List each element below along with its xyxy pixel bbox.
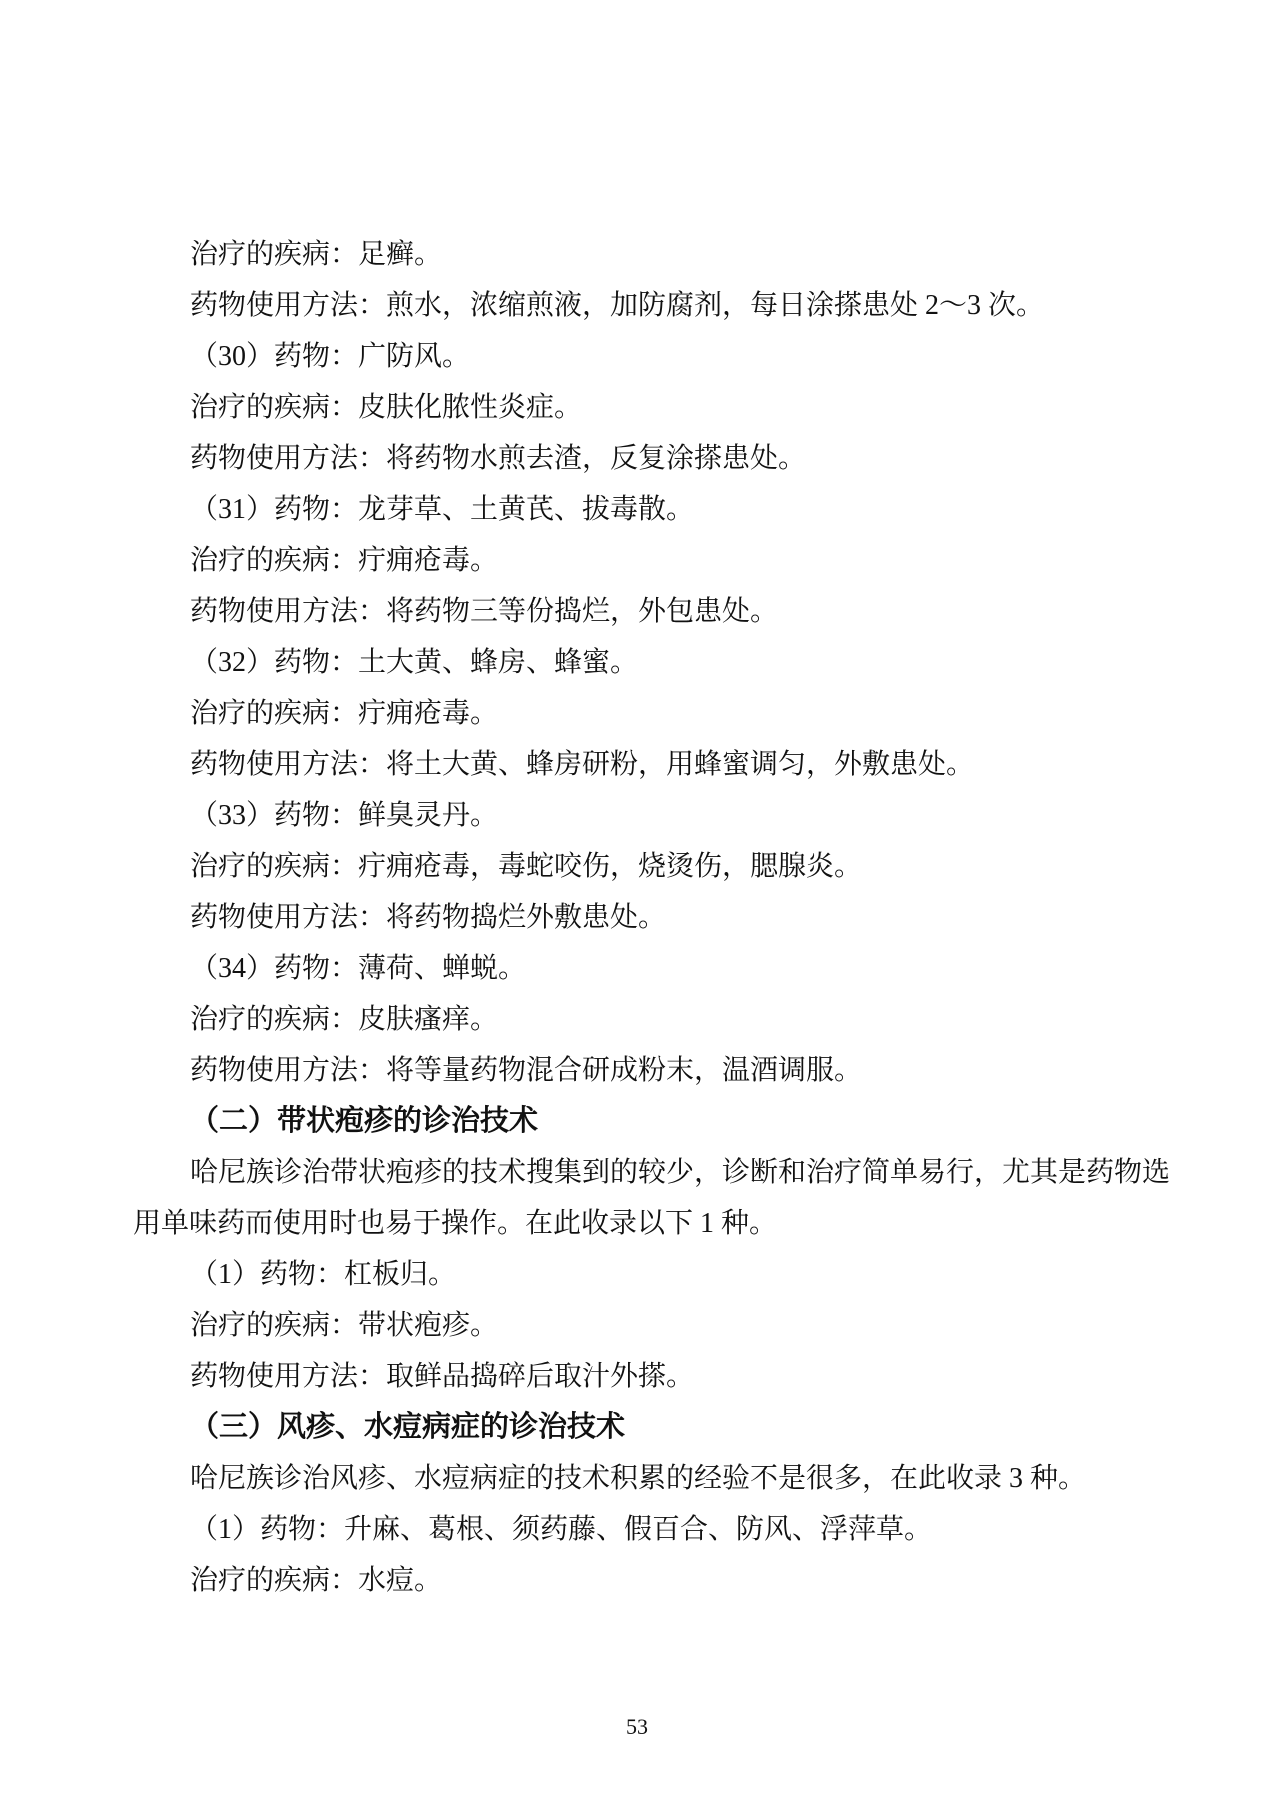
- text-line: （1）药物：杠板归。: [190, 1259, 457, 1290]
- text-line: 药物使用方法：将药物捣烂外敷患处。: [190, 902, 667, 933]
- text-line: 药物使用方法：将药物三等份捣烂，外包患处。: [190, 596, 779, 627]
- text-line: 治疗的疾病：疔痈疮毒。: [190, 545, 499, 576]
- text-line: 用单味药而使用时也易于操作。在此收录以下 1 种。: [133, 1208, 778, 1239]
- text-line: 治疗的疾病：带状疱疹。: [190, 1310, 499, 1341]
- text-line: 治疗的疾病：水痘。: [190, 1565, 443, 1596]
- text-line: （34）药物：薄荷、蝉蜕。: [190, 953, 527, 984]
- page-body-text: [133, 229, 1171, 1606]
- text-line: 药物使用方法：将等量药物混合研成粉末，温酒调服。: [190, 1055, 863, 1086]
- text-line: 药物使用方法：将药物水煎去渣，反复涂搽患处。: [190, 443, 807, 474]
- section-heading-2: （二）带状疱疹的诊治技术: [190, 1105, 539, 1137]
- text-line: 哈尼族诊治风疹、水痘病症的技术积累的经验不是很多，在此收录 3 种。: [190, 1463, 1087, 1494]
- section-heading-3: （三）风疹、水痘病症的诊治技术: [190, 1411, 626, 1443]
- text-line: （32）药物：土大黄、蜂房、蜂蜜。: [190, 647, 639, 678]
- text-line: （30）药物：广防风。: [190, 341, 471, 372]
- text-line: 治疗的疾病：皮肤瘙痒。: [190, 1004, 499, 1035]
- text-line: 治疗的疾病：疔痈疮毒，毒蛇咬伤，烧烫伤，腮腺炎。: [190, 851, 863, 882]
- text-line: 药物使用方法：煎水，浓缩煎液，加防腐剂，每日涂搽患处 2～3 次。: [190, 290, 1045, 321]
- text-line: 药物使用方法：取鲜品捣碎后取汁外搽。: [190, 1361, 695, 1392]
- text-line: （1）药物：升麻、葛根、须药藤、假百合、防风、浮萍草。: [190, 1514, 933, 1545]
- text-line: 治疗的疾病：疔痈疮毒。: [190, 698, 499, 729]
- text-line: 治疗的疾病：皮肤化脓性炎症。: [190, 392, 583, 423]
- text-line: 治疗的疾病：足癣。: [190, 239, 443, 270]
- text-line: 哈尼族诊治带状疱疹的技术搜集到的较少，诊断和治疗简单易行，尤其是药物选: [190, 1157, 1171, 1188]
- text-line: 药物使用方法：将土大黄、蜂房研粉，用蜂蜜调匀，外敷患处。: [190, 749, 975, 780]
- text-line: （33）药物：鲜臭灵丹。: [190, 800, 499, 831]
- page-number: 53: [626, 1714, 648, 1739]
- text-line: （31）药物：龙芽草、土黄芪、拔毒散。: [190, 494, 695, 525]
